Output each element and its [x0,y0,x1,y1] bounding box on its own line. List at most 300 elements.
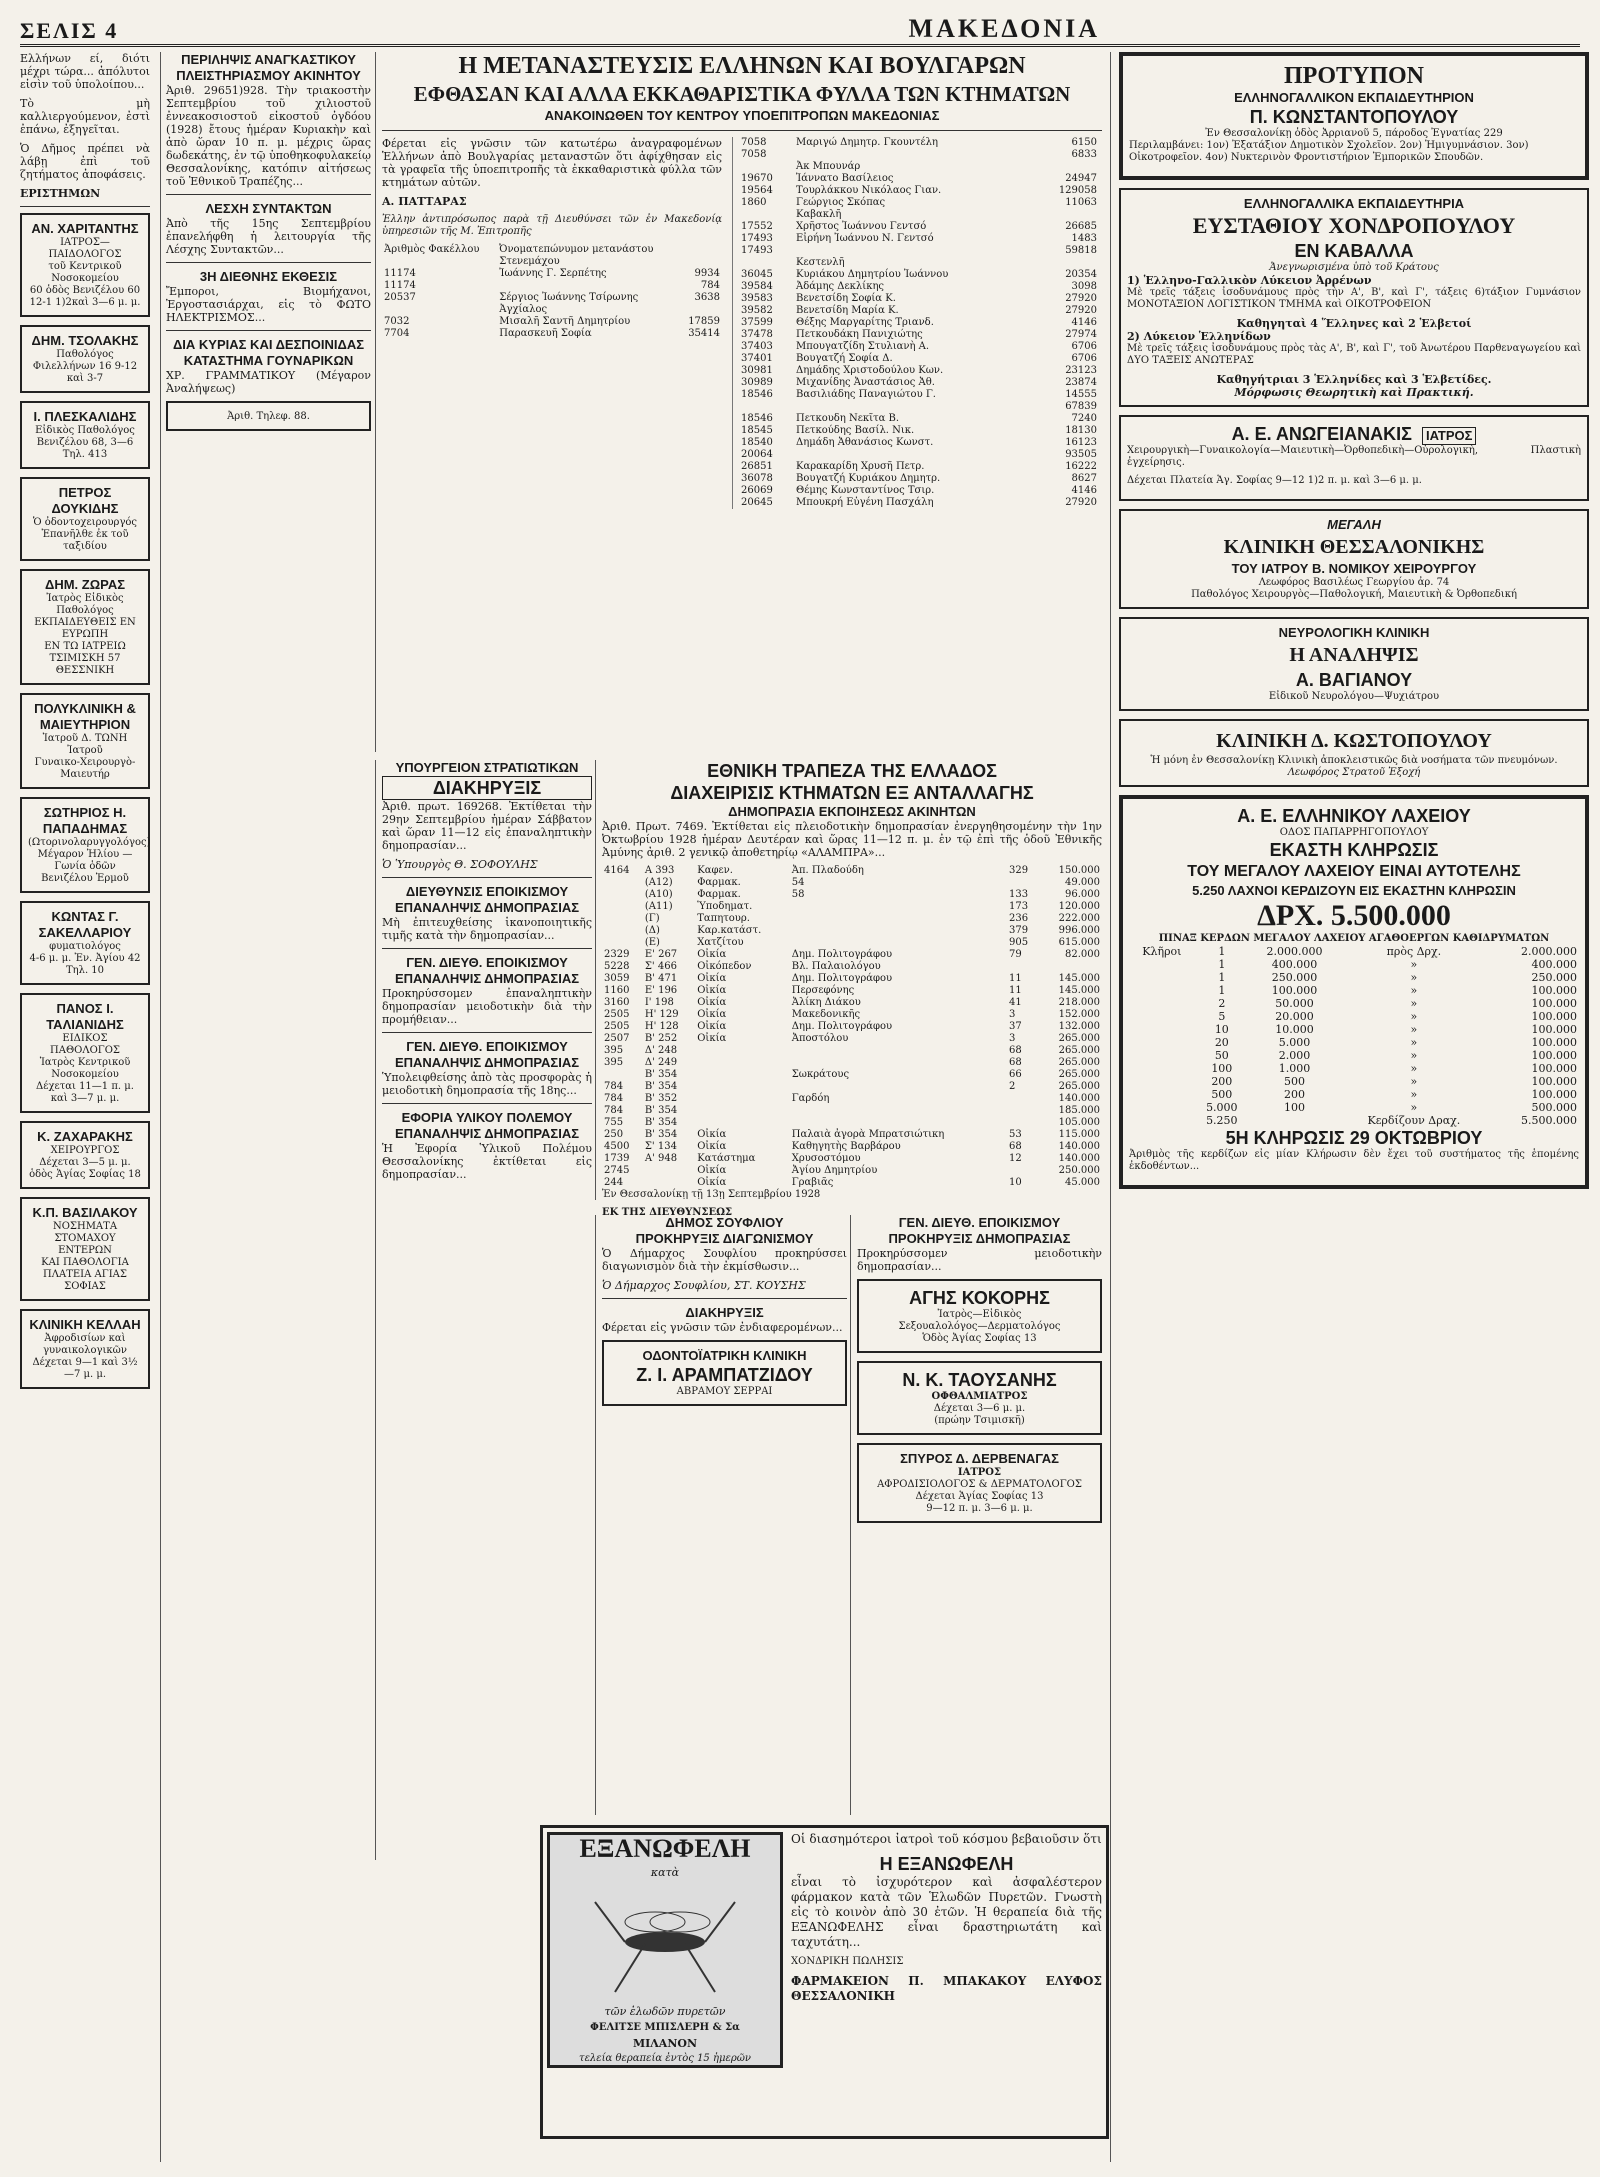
table-cell: 50.000 [1275,997,1314,1010]
ad-section: 1) Ἑλληνο-Γαλλικὸν Λύκειον Ἀρρένων [1127,274,1372,287]
ad-body: Μὲ τρεῖς τάξεις ἰσοδυνάμους πρὸς τὰς Α', Β', καὶ Γ', τοῦ Ἀνωτέρου Παρθεναγωγείου καὶ ΔΥΟ ΤΑΞΕΙΣ ΑΝΩΤΕΡΑΣ [1127,343,1581,366]
ad-line: Ὁ ὀδοντοχειρουργός [32,517,138,528]
notice-signature: Ὁ Ὑπουργὸς Θ. ΣΟΦΟΥΛΗΣ [382,858,538,871]
table-cell: Σ' 134 [644,1141,677,1152]
notices-column-c [850,1215,1102,1815]
table-cell [739,209,794,221]
table-cell: 200 [1211,1075,1233,1088]
table-cell: Ὀνοματεπώνυμον μετανάστου [499,244,654,255]
table-cell: 265.000 [1058,1033,1100,1044]
table-row [739,137,1099,149]
table-cell: 100.000 [1531,1023,1577,1036]
table-cell [1129,1101,1195,1114]
table-row [739,329,1099,341]
table-cell: 265.000 [1058,1069,1100,1080]
table-cell: 54 [791,877,805,888]
table-cell: 53 [1008,1129,1022,1140]
ad-line: Εἰδικὸς Παθολόγος [35,425,135,436]
table-row [602,1141,1102,1153]
table-cell [1129,997,1195,1010]
table-cell: Καθηγητὴς Βαρβάρου [791,1141,901,1152]
table-cell: (Γ) [644,913,660,924]
table-row [602,913,1102,925]
divider [166,194,371,195]
table-row [602,1081,1102,1093]
table-cell: 1 [1218,958,1226,971]
table-cell: Μπουγατζίδη Στυλιανὴ Α. [796,341,930,352]
lottery-date: 5Η ΚΛΗΡΩΣΙΣ 29 ΟΚΤΩΒΡΙΟΥ [1225,1128,1483,1148]
table-row [739,293,1099,305]
table-row [382,292,722,304]
table-cell: Φαρμακ. [697,889,741,900]
headline-main: Η ΜΕΤΑΝΑΣΤΕΥΣΙΣ ΕΛΛΗΝΩΝ ΚΑΙ ΒΟΥΛΓΑΡΩΝ [458,53,1026,79]
table-cell [790,1117,1007,1129]
notice-body: Ἀριθ. 29651)928. Τὴν τριακοστὴν Σεπτεμβρίου τοῦ χιλιοστοῦ ἐννεακοσιοστοῦ εἰκοστοῦ ὀγδόου (1928) ἔτους ἡμέραν Κυριακὴν καὶ ἀπὸ ὥραν 10 π. μ. μέχρις ὥρας δωδεκάτης, ἐν τῷ ὑποθηκοφυλακείῳ Θεσσαλονίκης, κατόπιν αἰτήσεως τοῦ Ἐθνικοῦ Τραπέζης... [166,84,371,188]
ad-name: Ι. ΠΛΕΣΚΑΛΙΔΗΣ [33,409,137,424]
table-cell: Παλαιὰ ἀγορὰ Μπρατσιώτικη [791,1129,945,1140]
table-cell: 19564 [741,185,773,196]
table-cell: 395 [604,1045,624,1056]
table-cell: 26069 [741,485,773,496]
lottery-foot: Ἀριθμὸς τῆς κερδίζων εἰς μίαν Κλήρωσιν δὲν ἔχει τοῦ συστήματος τῆς ἑπομένης ἐκδοθέντων... [1129,1149,1579,1172]
doctor-ad [20,901,150,985]
table-cell: 1860 [741,197,767,208]
notice-body: Ὁ Δήμαρχος Σουφλίου προκηρύσσει διαγωνισμὸν διὰ τὴν ἐκμίσθωσιν... [602,1247,847,1273]
table-row [739,341,1099,353]
table-cell [695,1093,790,1105]
table-row [1129,1023,1579,1036]
table-cell: Οἰκόπεδον [697,961,752,972]
ad-line: Δέχεται 11—1 π. μ. καὶ 3—7 μ. μ. [36,1081,134,1104]
notice-heading: ΔΙΑΚΗΡΥΞΙΣ [685,1305,764,1320]
article-paragraph: Τὸ μὴ καλλιεργούμενον, ἐστὶ ἐπάνω, ἐξηγεῖται. [20,97,150,136]
ad-name: ΣΩΤΗΡΙΟΣ Η. ΠΑΠΑΔΗΜΑΣ [42,805,128,836]
ezanofeli-illustration [547,1832,783,2068]
table-cell: Κλῆροι [1142,945,1182,958]
doctor-ad [20,1121,150,1189]
ezanofeli-copy [791,1832,1102,2132]
table-cell: 185.000 [1058,1105,1100,1116]
table-cell: 93505 [1065,449,1097,460]
ad-body: Χειρουργικὴ—Γυναικολογία—Μαιευτικὴ—Ὀρθοπεδικὴ—Οὐρολογικὴ, Πλαστικὴ ἐγχείρησις. [1127,445,1581,468]
column-1 [20,52,150,2162]
table-cell: Βουγατζή Κυριάκου Δημητρ. [796,473,941,484]
ad-name: ΚΛΙΝΙΚΗ Δ. ΚΩΣΤΟΠΟΥΛΟΥ [1216,730,1492,752]
table-cell: Οἰκία [697,1129,727,1140]
ad-line: ΚΑΙ ΠΑΘΟΛΟΓΙΑ [41,1257,129,1268]
notice-heading: 3Η ΔΙΕΘΝΗΣ ΕΚΘΕΣΙΣ [199,269,338,284]
table-cell: Γαρδόη [791,1093,830,1104]
table-cell: Μακεδονικῆς [791,1009,861,1020]
ezanofeli-tagline-1: κατὰ [650,1866,680,1880]
table-cell: » [1410,1023,1418,1036]
divider [166,330,371,331]
table-row [739,353,1099,365]
table-cell: » [1410,1036,1418,1049]
table-row [602,973,1102,985]
table-cell: (Α10) [644,889,673,900]
table-row [382,268,722,280]
doctor-ad [857,1443,1102,1523]
table-cell: 17859 [688,316,720,327]
table-cell: 11 [1008,985,1022,996]
ad-line: Βενιζέλου 68, 3—6 Τηλ. 413 [36,437,134,460]
table-cell: Θέμης Κωνσταντίνος Τσιρ. [796,485,935,496]
table-row [602,1009,1102,1021]
lottery-table-head: ΠΙΝΑΞ ΚΕΡΔΩΝ ΜΕΓΑΛΟΥ ΛΑΧΕΙΟΥ ΑΓΑΘΟΕΡΓΩΝ ΚΑΘΙΔΡΥΜΑΤΩΝ [1158,933,1550,944]
ad-title: ΠΡΟΤΥΠΟΝ [1283,63,1424,89]
notice-body: ΧΡ. ΓΡΑΜΜΑΤΙΚΟΥ (Μέγαρον Ἀναλήψεως) [166,369,371,395]
copy-body: εἶναι τὸ ἰσχυρότερον καὶ ἀσφαλέστερον φάρμακον κατὰ τῶν Ἑλωδῶν Πυρετῶν. Γνωστὴ εἰς τὸ κοινὸν ἀπὸ 30 ἐτῶν. Ἡ θεραπεία διὰ τῆς ΕΞΑΝΩΦΕΛΗΣ εἶναι δραστηριωτάτη καὶ ταχυτάτη... [791,1875,1102,1949]
ad-section: 2) Λύκειον Ἑλληνίδων [1127,330,1271,343]
divider [382,130,1102,131]
anogeianakis-ad [1119,415,1589,501]
table-cell: Βενετσίδη Μαρία Κ. [796,305,899,316]
table-cell: Β' 354 [644,1129,678,1140]
table-row [602,1117,1102,1129]
table-row [1129,1062,1579,1075]
bank-footer-sig: ΕΚ ΤΗΣ ΔΙΕΥΘΥΝΣΕΩΣ [602,1207,733,1218]
table-cell: 3 [1008,1009,1016,1020]
table-cell: 37599 [741,317,773,328]
table-cell: 379 [1008,925,1029,936]
ezanofeli-cure: τελεία θεραπεία ἐντὸς 15 ἡμερῶν [579,2052,751,2064]
ad-name: ΠΕΤΡΟΣ ΔΟΥΚΙΔΗΣ [51,485,119,516]
notice-heading: ΓΕΝ. ΔΙΕΥΘ. ΕΠΟΙΚΙΣΜΟΥ [406,955,568,970]
ad-body: Παθολόγος Χειρουργὸς—Παθολογική, Μαιευτικὴ & Ὀρθοπεδική [1191,589,1517,600]
table-cell [790,1057,1007,1069]
table-cell [680,304,722,316]
table-row [739,377,1099,389]
table-cell: 129058 [1058,185,1097,196]
table-cell: (Α12) [644,877,673,888]
notice-body: Ἡ Ἐφορία Ὑλικοῦ Πολέμου Θεσσαλονίκης ἐκτίθεται εἰς δημοπρασίαν... [382,1142,592,1181]
table-cell: 59818 [1065,245,1097,256]
bank-footer: Ἐν Θεσσαλονίκῃ τῇ 13ῃ Σεπτεμβρίου 1928 [602,1189,821,1200]
table-cell: 1483 [1071,233,1097,244]
table-cell: Ε' 267 [644,949,678,960]
article-paragraph: Ελλήνων εί, διότι μέχρι τώρα... ἀπόλυτοι εἰσὶν τοῦ ὑπολοίπου... [20,52,150,91]
table-cell: Δημάδης Χριστοδούλου Κων. [796,365,944,376]
divider [166,262,371,263]
ad-name: Κ. ΖΑΧΑΡΑΚΗΣ [37,1129,133,1144]
table-cell: 5.500.000 [1521,1114,1577,1127]
ad-line: ΣΤΟΜΑΧΟΥ ΕΝΤΕΡΩΝ [54,1233,116,1256]
table-cell [1034,209,1099,221]
table-row [602,1033,1102,1045]
table-cell: 2745 [604,1165,630,1176]
table-cell: » [1410,997,1418,1010]
table-row [602,1129,1102,1141]
table-cell: Κυριάκου Δημητρίου Ἰωάννου [796,269,949,280]
table-cell: Η' 128 [644,1021,679,1032]
table-cell: Μιχανίδης Ἀναστάσιος Ἀθ. [796,377,935,388]
table-row [1129,1088,1579,1101]
ad-body: Περιλαμβάνει: 1ον) Ἐξατάξιον Δημοτικὸν Σχολεῖον. 2ον) Ἡμιγυμνάσιον. 3ον) Οἰκοτροφεῖον. 4ον) Νυκτερινὸν Φροντιστήριον Ἐμπορικῶν Σπουδῶν. [1129,140,1529,163]
table-cell: 784 [700,280,720,291]
table-cell: Δημ. Πολιτογράφου [791,1021,893,1032]
ad-line: Ἐπανῆλθε ἐκ τοῦ ταξιδίου [41,529,129,552]
table-cell: Κατάστημα [697,1153,756,1164]
table-row [739,197,1099,209]
table-cell: 7032 [384,316,410,327]
table-cell: » [1410,1075,1418,1088]
table-row [602,901,1102,913]
table-cell [643,1165,695,1177]
table-caption: Ἐλλην ἀντιπρόσωπος παρὰ τῇ Διευθύνσει τῶν ἐν Μακεδονίᾳ ὑπηρεσιῶν τῆς Μ. Ἐπιτροπῆς [382,214,722,237]
table-cell [790,1105,1007,1117]
table-cell: Ἀγίου Δημητρίου [791,1165,878,1176]
table-cell: Ἰωάννης Γ. Σερπέτης [499,268,607,279]
ad-body: Εἰδικοῦ Νευρολόγου—Ψυχιάτρου [1268,691,1440,702]
table-cell: Οἰκία [697,1165,727,1176]
table-cell: Πετκουδη Νεκῖτα Β. [796,413,900,424]
ad-name: Η ΑΝΑΛΗΨΙΣ [1289,644,1419,666]
table-cell: 100.000 [1531,1049,1577,1062]
table-cell: 3160 [604,997,630,1008]
table-cell: Μαριγώ Δημητρ. Γκουντέλη [796,137,938,148]
table-row [739,485,1099,497]
table-cell: Οἰκία [697,1009,727,1020]
table-cell: 133 [1008,889,1029,900]
table-cell: 140.000 [1058,1153,1100,1164]
ad-line: ΟΦΘΑΛΜΙΑΤΡΟΣ [931,1391,1028,1402]
table-row [739,365,1099,377]
emigration-article [375,52,1102,752]
doctor-ad [20,325,150,393]
table-cell: » [1410,1062,1418,1075]
ad-line: Ἀφροδισίων καὶ γυναικολογικῶν [43,1333,127,1356]
table-cell: 395 [604,1057,624,1068]
notice-signature: Ὁ Δήμαρχος Σουφλίου, ΣΤ. ΚΟΥΣΗΣ [602,1279,806,1292]
table-row [602,1165,1102,1177]
table-cell: 173 [1008,901,1029,912]
table-cell [790,1081,1007,1093]
table-cell: 100.000 [1271,984,1318,997]
table-cell: 30989 [741,377,773,388]
ad-line: Δέχεται 3—5 μ. μ. [39,1157,131,1168]
ad-line: Σεξουαλολόγος—Δερματολόγος [898,1321,1061,1332]
table-cell: 1 [1218,971,1226,984]
ad-line: ΑΦΡΟΔΙΣΙΟΛΟΓΟΣ & ΔΕΡΜΑΤΟΛΟΓΟΣ [877,1479,1082,1490]
ad-doctor: Α. ΒΑΓΙΑΝΟΥ [1295,670,1413,690]
table-cell: 18540 [741,437,773,448]
doctor-ad [20,477,150,561]
table-cell: Καρ.κατάστ. [697,925,762,936]
table-cell [1007,1105,1039,1117]
table-cell [695,1081,790,1093]
ad-city: ΕΝ ΚΑΒΑΛΛΑ [1294,241,1414,261]
doctor-ad [857,1279,1102,1353]
ad-name: ΑΓΗΣ ΚΟΚΟΡΗΣ [909,1288,1050,1308]
table-cell: (Δ) [644,925,660,936]
table-cell [1129,1023,1195,1036]
bank-intro: Ἀριθ. Πρωτ. 7469. Ἐκτίθεται εἰς πλειοδοτικὴν δημοπρασίαν ἐνεργηθησομένην τὴν 1ην Ὀκτωβρίου 1928 ἡμέραν Δευτέραν καὶ ὥρας 11—12 π. μ. ἐν τῷ ἐπὶ τῆς ὁδοῦ Ἐθνικῆς Ἀμύνης ἀριθ. 2 γενικῷ ἀποθετηρίῳ «ΑΛΑΜΠΡΑ»... [602,820,1102,859]
ad-line: Γυναικο-Χειρουργὸ-Μαιευτήρ [34,757,136,780]
table-cell: Καρακαρίδη Χρυσῆ Πετρ. [796,461,925,472]
notices-column-a [375,760,592,1860]
ad-address: ΑΒΡΑΜΟΥ ΣΕΡΡΑΙ [676,1386,773,1397]
table-row [602,1057,1102,1069]
table-cell: 2 [1218,997,1226,1010]
table-cell: 2.000.000 [1521,945,1577,958]
table-cell: 30981 [741,365,773,376]
ad-address: Λεωφόρος Στρατοῦ Ἐξοχή [1287,767,1421,778]
pharmacy-name: ΦΑΡΜΑΚΕΙΟΝ Π. ΜΠΑΚΑΚΟΥ ΕΛΥΦΟΣ ΘΕΣΣΑΛΟΝΙΚΗ [791,1974,1102,2003]
table-cell: Βλ. Παλαιολόγου [791,961,881,972]
table-cell: 100.000 [1531,1010,1577,1023]
table-cell: 140.000 [1058,1141,1100,1152]
table-cell [1007,961,1039,973]
table-cell: 2505 [604,1009,630,1020]
table-cell: 26851 [741,461,773,472]
table-cell [794,401,1034,413]
table-cell [790,925,1007,937]
table-cell: Β' 354 [644,1081,678,1092]
table-cell: 3 [1008,1033,1016,1044]
table-cell: 5.250 [1206,1114,1238,1127]
notice-heading: ΥΠΟΥΡΓΕΙΟΝ ΣΤΡΑΤΙΩΤΙΚΩΝ [395,760,579,775]
table-cell: 17493 [741,245,773,256]
table-row [382,304,722,316]
table-cell: 784 [604,1105,624,1116]
lottery-line-2: ΤΟΥ ΜΕΓΑΛΟΥ ΛΑΧΕΙΟΥ ΕΙΝΑΙ ΑΥΤΟΤΕΛΗΣ [1187,863,1521,880]
table-cell: Θέξης Μαργαρίτης Τριανδ. [796,317,934,328]
doctor-ad [857,1361,1102,1435]
table-cell: 2 [1008,1081,1016,1092]
table-cell: Σωκράτους [791,1069,850,1080]
table-cell: 27920 [1065,497,1097,508]
table-cell: 20537 [384,292,416,303]
table-cell: Βενετσίδη Σοφία Κ. [796,293,896,304]
table-cell: Πετκουδάκη Πανιχιώτης [796,329,923,340]
table-row [602,1153,1102,1165]
ad-line: ΘΕΣΣΝΙΚΗ [55,665,115,676]
column-5 [1110,52,1589,2162]
doctor-ad [20,1197,150,1301]
table-cell: Εἰρήνη Ἰωάννου Ν. Γεντσό [796,233,934,244]
table-cell: 17552 [741,221,773,232]
table-cell: 79 [1008,949,1022,960]
table-cell: Δημ. Πολιτογράφου [791,949,893,960]
table-cell: Καβακλῆ [796,209,842,220]
table-row [1129,945,1579,958]
table-cell [643,1177,695,1189]
table-cell: 37478 [741,329,773,340]
table-cell: 400.000 [1531,958,1577,971]
table-cell: 222.000 [1058,913,1100,924]
table-cell: 100.000 [1531,1062,1577,1075]
table-row [739,233,1099,245]
table-cell: Βουγατζή Σοφία Δ. [796,353,893,364]
table-cell: Γραβιᾶς [791,1177,834,1188]
table-row [1129,984,1579,997]
table-cell: 58 [791,889,805,900]
table-cell [1129,1114,1195,1127]
table-cell: 26685 [1065,221,1097,232]
table-cell: 6706 [1071,341,1097,352]
table-cell: 14555 [1065,389,1097,400]
table-cell: Ἀδάμης Δεκλίκης [796,281,885,292]
table-cell: 4146 [1071,317,1097,328]
ad-line: ΙΑΤΡΟΣ—ΠΑΙΔΟΛΟΓΟΣ [48,237,122,260]
paper-name: ΜΑΚΕΔΟΝΙΑ [908,14,1100,43]
notice-subheading: ΕΠΑΝΑΛΗΨΙΣ ΔΗΜΟΠΡΑΣΙΑΣ [394,1126,580,1141]
ad-title-row [1127,423,1581,445]
ad-line: Δέχεται 3—6 μ. μ. [933,1403,1026,1414]
ad-heading: ΕΛΛΗΝΟΓΑΛΛΙΚΑ ΕΚΠΑΙΔΕΥΤΗΡΙΑ [1243,196,1465,211]
ad-motto: Μόρφωσις Θεωρητικὴ καὶ Πρακτική. [1234,386,1474,399]
table-cell: (Ε) [644,937,660,948]
notice-body: Μὴ ἐπιτευχθείσης ἱκανοποιητικῆς τιμῆς κατὰ τὴν δημοπρασίαν... [382,916,592,942]
table-cell: πρὸς Δρχ. [1386,945,1442,958]
table-cell: 3059 [604,973,630,984]
table-cell: 200 [1284,1088,1306,1101]
ad-name: ΠΟΛΥΚΛΙΝΙΚΗ & ΜΑΙΕΥΤΗΡΙΟΝ [34,701,136,732]
table-cell: 10 [1008,1177,1022,1188]
table-cell: 6150 [1071,137,1097,148]
bank-title: ΕΘΝΙΚΗ ΤΡΑΠΕΖΑ ΤΗΣ ΕΛΛΑΔΟΣ [707,761,997,781]
table-cell [1129,1075,1195,1088]
table-cell [695,1105,790,1117]
table-cell [1007,877,1039,889]
table-cell: 4164 [604,865,630,876]
ad-line: Ἰατρὸς Εἰδικὸς Παθολόγος [46,593,124,616]
table-cell: 9934 [694,268,720,279]
table-cell: Ἀκ Μπουνάρ [796,161,861,172]
table-cell: 1.000 [1278,1062,1311,1075]
table-cell: 132.000 [1058,1021,1100,1032]
ezanofeli-brand: ΕΞΑΝΩΦΕΛΗ [579,1834,751,1863]
table-cell: » [1410,1101,1418,1114]
table-cell: 4146 [1071,485,1097,496]
table-cell: 100.000 [1531,1088,1577,1101]
table-cell: 6833 [1071,149,1097,160]
table-cell [695,1069,790,1081]
table-cell: Ἰάννατο Βασίλειος [796,173,894,184]
table-cell [790,1045,1007,1057]
table-row [739,281,1099,293]
mosquito-icon [585,1882,745,2002]
table-cell: 150.000 [1058,865,1100,876]
table-cell: 23874 [1065,377,1097,388]
table-cell: Δ' 249 [644,1057,678,1068]
ad-name: ΑΝ. ΧΑΡΙΤΑΝΤΗΣ [31,221,139,236]
article-signature: ΕΡΙΣΤΗΜΩΝ [20,187,101,200]
table-row [602,1177,1102,1189]
ad-name: ΚΛΙΝΙΚΗ ΚΕΛΛΑΗ [29,1317,141,1332]
table-cell [602,889,643,901]
ad-name: Ζ. Ι. ΑΡΑΜΠΑΤΖΙΔΟΥ [636,1365,813,1385]
table-cell: » [1410,958,1418,971]
table-row [1129,1010,1579,1023]
phone-footer: Ἀριθ. Τηλεφ. 88. [227,411,310,422]
article-columns [382,137,1102,509]
article-intro: Φέρεται εἰς γνῶσιν τῶν κατωτέρω ἀναγραφομένων Ἑλλήνων ἀπὸ Βουλγαρίας μεταναστῶν ὅτι ἀφίχθησαν εἰς τὰ γραφεῖα τῆς ὑποεπιτροπῆς τὰ ἐκκαθαριστικὰ φύλλα τῶν κτημάτων αὐτῶν. [382,137,722,189]
neurology-clinic-ad [1119,617,1589,711]
table-cell [790,937,1007,949]
table-cell: 1 [1218,984,1226,997]
table-cell: 115.000 [1058,1129,1100,1140]
doctor-ad [20,693,150,789]
table-cell [794,149,1034,161]
table-cell: 755 [604,1117,624,1128]
table-cell: 100 [1284,1101,1306,1114]
table-cell: Δημάδη Ἀθανάσιος Κωνστ. [796,437,934,448]
table-cell [680,244,722,256]
table-cell [602,901,643,913]
ad-role: ΙΑΤΡΟΣ [1422,427,1476,445]
